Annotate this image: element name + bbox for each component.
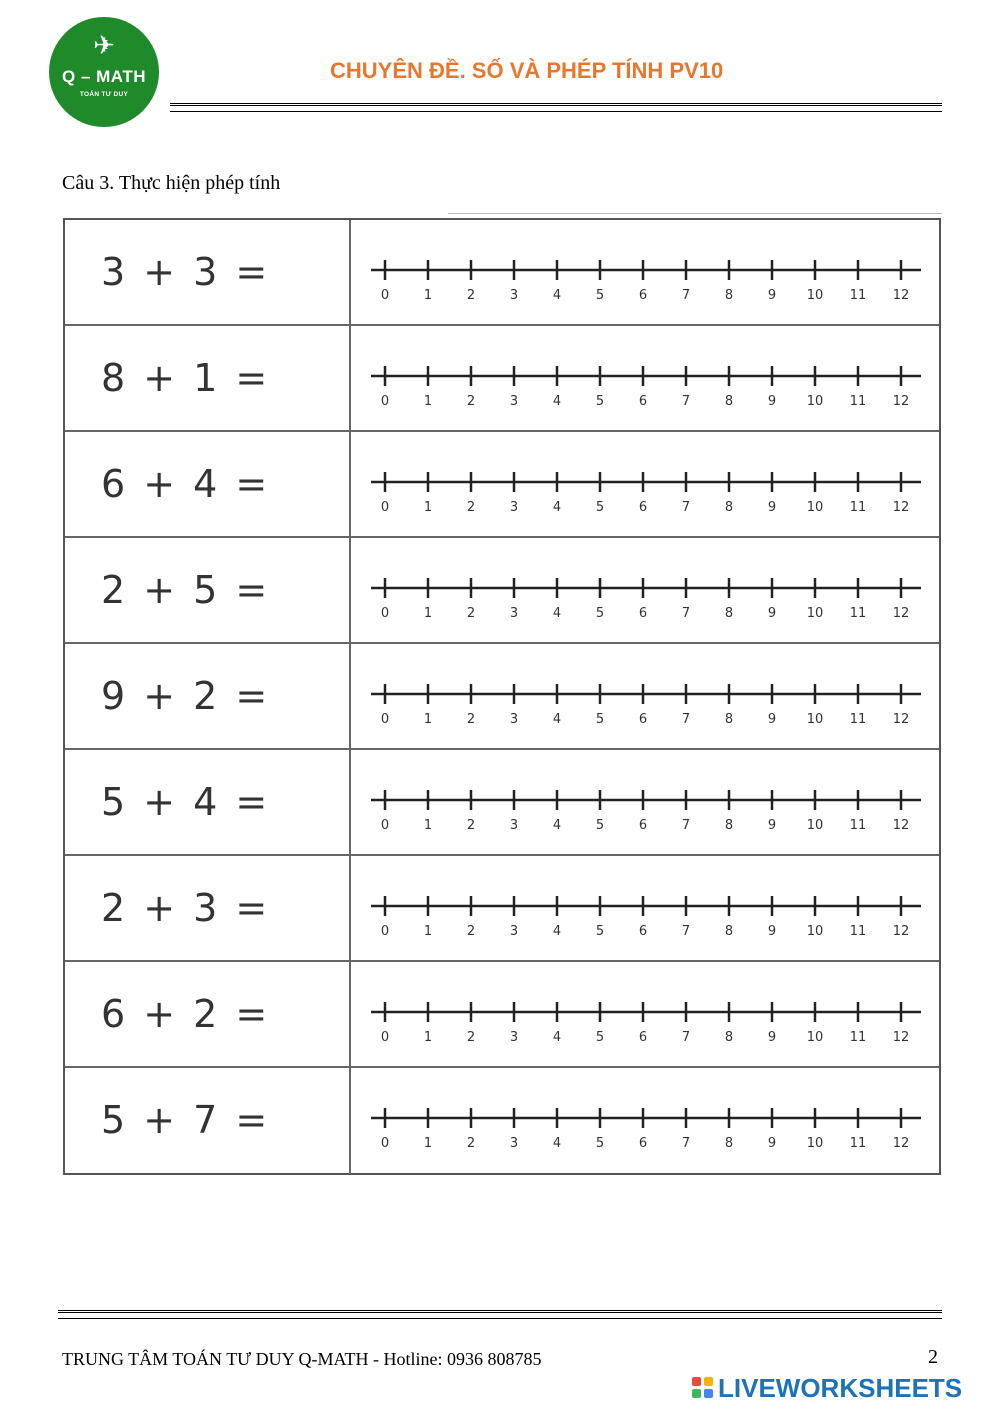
question-heading: Câu 3. Thực hiện phép tính bbox=[62, 172, 281, 194]
expression-cell bbox=[65, 750, 351, 854]
tick-label: 5 bbox=[595, 818, 605, 833]
liveworksheets-watermark bbox=[692, 1373, 962, 1404]
number-line bbox=[365, 1098, 935, 1158]
tick-label: 1 bbox=[423, 924, 433, 939]
tick-label: 11 bbox=[849, 394, 867, 409]
page-title: CHUYÊN ĐỀ. SỐ VÀ PHÉP TÍNH PV10 bbox=[330, 58, 724, 83]
tick-label: 4 bbox=[552, 712, 562, 727]
tick-label: 0 bbox=[380, 394, 390, 409]
tick-label: 9 bbox=[767, 500, 777, 515]
tick-label: 5 bbox=[595, 1030, 605, 1045]
tick-label: 4 bbox=[552, 288, 562, 303]
tick-label: 0 bbox=[380, 712, 390, 727]
tick-label: 2 bbox=[466, 818, 476, 833]
tick-label: 6 bbox=[638, 712, 648, 727]
tick-label: 9 bbox=[767, 1136, 777, 1151]
bird-icon: ✈ bbox=[93, 31, 115, 61]
tick-label: 7 bbox=[681, 712, 691, 727]
number-line bbox=[365, 250, 935, 310]
tick-label: 1 bbox=[423, 1136, 433, 1151]
tick-label: 4 bbox=[552, 606, 562, 621]
tick-label: 11 bbox=[849, 288, 867, 303]
tick-label: 6 bbox=[638, 818, 648, 833]
expression-cell bbox=[65, 432, 351, 536]
tick-label: 3 bbox=[509, 818, 519, 833]
tick-label: 11 bbox=[849, 1136, 867, 1151]
tick-label: 6 bbox=[638, 1136, 648, 1151]
tick-label: 6 bbox=[638, 924, 648, 939]
tick-label: 12 bbox=[892, 818, 910, 833]
tick-label: 12 bbox=[892, 394, 910, 409]
tick-label: 9 bbox=[767, 288, 777, 303]
tick-label: 2 bbox=[466, 712, 476, 727]
tick-label: 2 bbox=[466, 288, 476, 303]
tick-label: 0 bbox=[380, 1030, 390, 1045]
tick-label: 3 bbox=[509, 1030, 519, 1045]
tick-label: 7 bbox=[681, 1030, 691, 1045]
tick-label: 0 bbox=[380, 1136, 390, 1151]
tick-label: 12 bbox=[892, 288, 910, 303]
expression-text: 8 + 1 = bbox=[101, 356, 271, 400]
tick-label: 3 bbox=[509, 924, 519, 939]
tick-label: 3 bbox=[509, 394, 519, 409]
tick-label: 11 bbox=[849, 606, 867, 621]
tick-label: 7 bbox=[681, 394, 691, 409]
tick-label: 10 bbox=[806, 606, 824, 621]
tick-label: 5 bbox=[595, 500, 605, 515]
expression-text: 6 + 2 = bbox=[101, 992, 271, 1036]
number-line bbox=[365, 886, 935, 946]
footer-rule-thin bbox=[58, 1318, 942, 1319]
logo-tagline: TOÁN TƯ DUY bbox=[79, 91, 129, 98]
tick-label: 10 bbox=[806, 924, 824, 939]
tick-label: 10 bbox=[806, 712, 824, 727]
tick-label: 12 bbox=[892, 1136, 910, 1151]
exercise-row bbox=[65, 1068, 939, 1174]
tick-label: 10 bbox=[806, 1030, 824, 1045]
tick-label: 5 bbox=[595, 1136, 605, 1151]
exercise-row bbox=[65, 326, 939, 432]
number-line bbox=[365, 462, 935, 522]
expression-text: 2 + 5 = bbox=[101, 568, 271, 612]
tick-label: 8 bbox=[724, 924, 734, 939]
tick-label: 10 bbox=[806, 500, 824, 515]
number-line bbox=[365, 992, 935, 1052]
header-rule-thin bbox=[170, 111, 942, 112]
tick-label: 0 bbox=[380, 288, 390, 303]
exercise-row bbox=[65, 220, 939, 326]
expression-cell bbox=[65, 220, 351, 324]
tick-label: 10 bbox=[806, 288, 824, 303]
tick-label: 3 bbox=[509, 606, 519, 621]
tick-label: 4 bbox=[552, 500, 562, 515]
tick-label: 9 bbox=[767, 818, 777, 833]
page-number: 2 bbox=[928, 1346, 938, 1368]
tick-label: 4 bbox=[552, 924, 562, 939]
footer-rule bbox=[58, 1310, 942, 1313]
expression-cell bbox=[65, 326, 351, 430]
tick-label: 10 bbox=[806, 1136, 824, 1151]
number-line bbox=[365, 356, 935, 416]
tick-label: 0 bbox=[380, 818, 390, 833]
watermark-text: LIVEWORKSHEETS bbox=[718, 1373, 963, 1403]
tick-label: 8 bbox=[724, 606, 734, 621]
tick-label: 7 bbox=[681, 500, 691, 515]
expression-text: 3 + 3 = bbox=[101, 250, 271, 294]
expression-text: 9 + 2 = bbox=[101, 674, 271, 718]
tick-label: 6 bbox=[638, 288, 648, 303]
tick-label: 0 bbox=[380, 606, 390, 621]
sheet-top-rule bbox=[448, 213, 942, 214]
expression-text: 5 + 7 = bbox=[101, 1098, 271, 1142]
number-line bbox=[365, 780, 935, 840]
tick-label: 2 bbox=[466, 1030, 476, 1045]
tick-label: 7 bbox=[681, 818, 691, 833]
tick-label: 11 bbox=[849, 500, 867, 515]
tick-label: 1 bbox=[423, 394, 433, 409]
tick-label: 5 bbox=[595, 712, 605, 727]
tick-label: 5 bbox=[595, 606, 605, 621]
tick-label: 8 bbox=[724, 1030, 734, 1045]
tick-label: 0 bbox=[380, 500, 390, 515]
tick-label: 4 bbox=[552, 394, 562, 409]
tick-label: 12 bbox=[892, 606, 910, 621]
tick-label: 1 bbox=[423, 500, 433, 515]
tick-label: 12 bbox=[892, 712, 910, 727]
number-line bbox=[365, 674, 935, 734]
tick-label: 8 bbox=[724, 288, 734, 303]
tick-label: 12 bbox=[892, 500, 910, 515]
tick-label: 5 bbox=[595, 288, 605, 303]
tick-label: 9 bbox=[767, 606, 777, 621]
exercise-table bbox=[63, 218, 941, 1175]
tick-label: 2 bbox=[466, 606, 476, 621]
expression-cell bbox=[65, 644, 351, 748]
tick-label: 6 bbox=[638, 606, 648, 621]
tick-label: 8 bbox=[724, 1136, 734, 1151]
expression-text: 5 + 4 = bbox=[101, 780, 271, 824]
tick-label: 7 bbox=[681, 924, 691, 939]
expression-text: 6 + 4 = bbox=[101, 462, 271, 506]
liveworksheets-icon bbox=[692, 1377, 714, 1399]
tick-label: 12 bbox=[892, 924, 910, 939]
expression-cell bbox=[65, 856, 351, 960]
tick-label: 5 bbox=[595, 924, 605, 939]
tick-label: 11 bbox=[849, 712, 867, 727]
tick-label: 10 bbox=[806, 394, 824, 409]
tick-label: 2 bbox=[466, 924, 476, 939]
tick-label: 2 bbox=[466, 500, 476, 515]
footer-contact: TRUNG TÂM TOÁN TƯ DUY Q-MATH - Hotline: 0936 808785 bbox=[62, 1349, 542, 1369]
tick-label: 7 bbox=[681, 1136, 691, 1151]
tick-label: 6 bbox=[638, 1030, 648, 1045]
expression-cell bbox=[65, 538, 351, 642]
tick-label: 10 bbox=[806, 818, 824, 833]
tick-label: 5 bbox=[595, 394, 605, 409]
tick-label: 4 bbox=[552, 1136, 562, 1151]
tick-label: 3 bbox=[509, 1136, 519, 1151]
tick-label: 9 bbox=[767, 712, 777, 727]
tick-label: 9 bbox=[767, 1030, 777, 1045]
tick-label: 7 bbox=[681, 288, 691, 303]
exercise-row bbox=[65, 856, 939, 962]
tick-label: 6 bbox=[638, 500, 648, 515]
tick-label: 4 bbox=[552, 818, 562, 833]
tick-label: 11 bbox=[849, 818, 867, 833]
tick-label: 2 bbox=[466, 1136, 476, 1151]
exercise-row bbox=[65, 962, 939, 1068]
tick-label: 8 bbox=[724, 712, 734, 727]
expression-cell bbox=[65, 1068, 351, 1174]
tick-label: 4 bbox=[552, 1030, 562, 1045]
tick-label: 8 bbox=[724, 394, 734, 409]
exercise-row bbox=[65, 750, 939, 856]
tick-label: 3 bbox=[509, 500, 519, 515]
exercise-row bbox=[65, 644, 939, 750]
tick-label: 9 bbox=[767, 394, 777, 409]
qmath-logo bbox=[49, 17, 159, 127]
tick-label: 3 bbox=[509, 288, 519, 303]
tick-label: 2 bbox=[466, 394, 476, 409]
tick-label: 8 bbox=[724, 818, 734, 833]
expression-text: 2 + 3 = bbox=[101, 886, 271, 930]
tick-label: 11 bbox=[849, 1030, 867, 1045]
exercise-row bbox=[65, 432, 939, 538]
logo-brand: Q – MATH bbox=[62, 67, 146, 86]
header-rule bbox=[170, 103, 942, 106]
tick-label: 9 bbox=[767, 924, 777, 939]
tick-label: 7 bbox=[681, 606, 691, 621]
tick-label: 6 bbox=[638, 394, 648, 409]
tick-label: 1 bbox=[423, 818, 433, 833]
expression-cell bbox=[65, 962, 351, 1066]
tick-label: 1 bbox=[423, 1030, 433, 1045]
tick-label: 1 bbox=[423, 712, 433, 727]
tick-label: 0 bbox=[380, 924, 390, 939]
tick-label: 1 bbox=[423, 288, 433, 303]
tick-label: 11 bbox=[849, 924, 867, 939]
tick-label: 12 bbox=[892, 1030, 910, 1045]
tick-label: 8 bbox=[724, 500, 734, 515]
exercise-row bbox=[65, 538, 939, 644]
tick-label: 3 bbox=[509, 712, 519, 727]
number-line bbox=[365, 568, 935, 628]
tick-label: 1 bbox=[423, 606, 433, 621]
